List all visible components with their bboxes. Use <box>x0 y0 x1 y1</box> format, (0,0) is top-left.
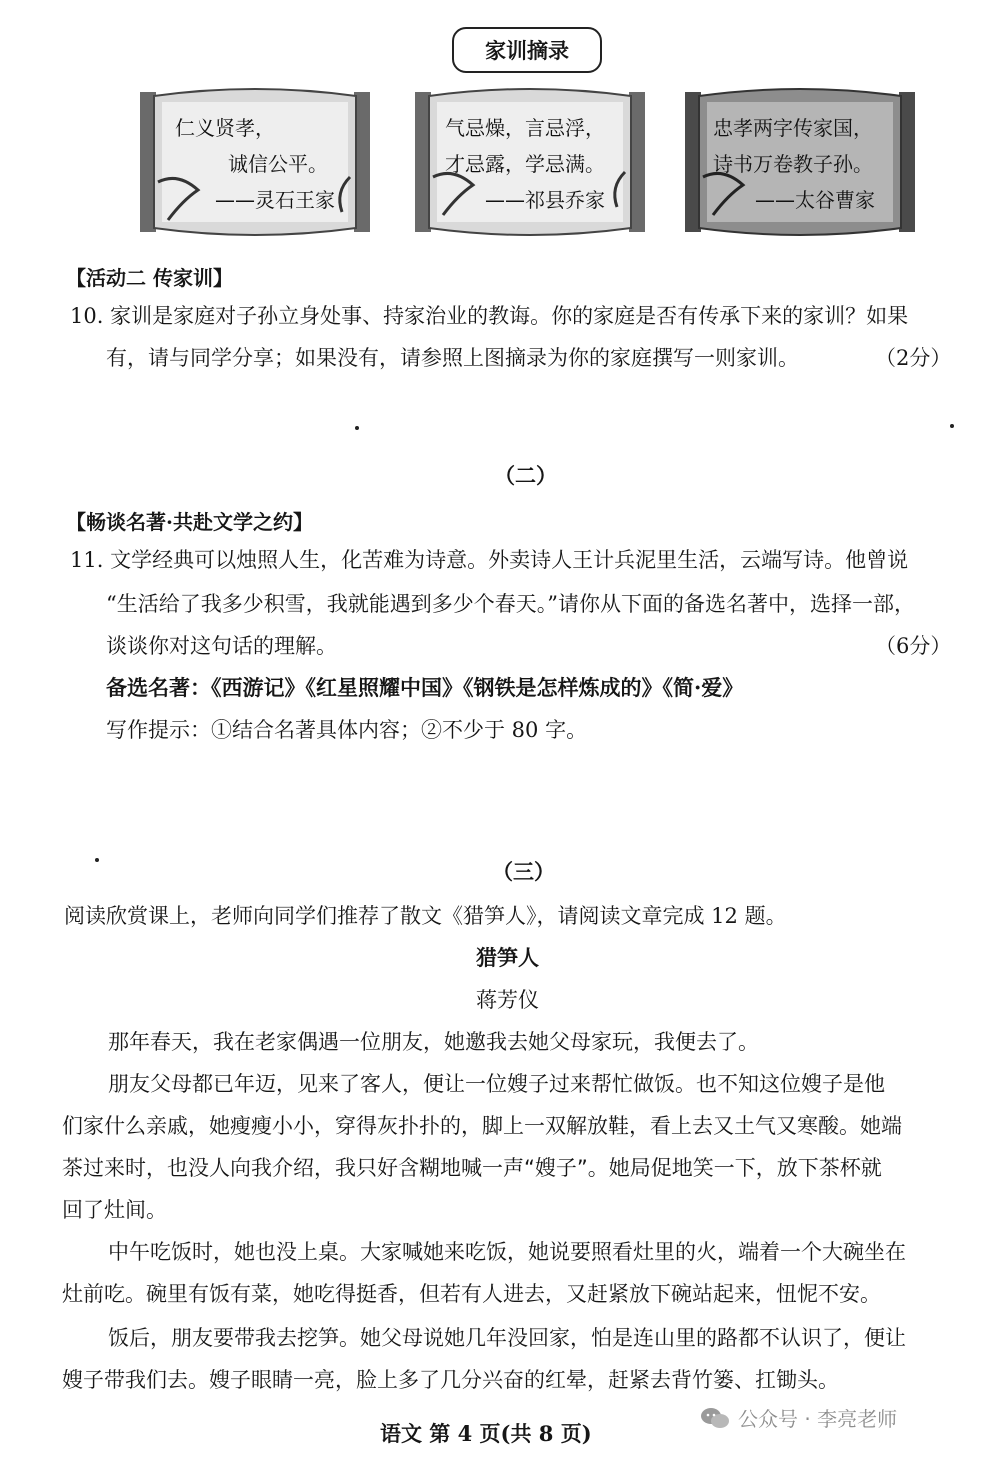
q11-line-2: “生活给了我多少积雪，我就能遇到多少个春天。”请你从下面的备选名著中，选择一部， <box>106 592 915 616</box>
article-paragraph-2-cont: 回了灶间。 <box>62 1198 167 1222</box>
family-rules-title: 家训摘录 <box>452 27 602 73</box>
article-paragraph-4: 饭后，朋友要带我去挖笋。她父母说她几年没回家，怕是连山里的路都不认识了，便让 <box>108 1326 906 1350</box>
family-rule-scroll-3 <box>685 82 915 242</box>
scroll-attribution: ——太谷曹家 <box>755 188 875 212</box>
scroll-line: 仁义贤孝， <box>175 116 275 140</box>
article-author: 蒋芳仪 <box>476 988 539 1012</box>
scroll-attribution: ——祁县乔家 <box>485 188 605 212</box>
scroll-attribution: ——灵石王家 <box>215 188 335 212</box>
stray-mark <box>355 426 359 430</box>
candidate-books: 备选名著：《西游记》《红星照耀中国》《钢铁是怎样炼成的》《简·爱》 <box>106 675 744 700</box>
article-title: 猎笋人 <box>476 945 539 970</box>
q10-score: （2分） <box>875 346 952 370</box>
stray-mark <box>950 424 954 428</box>
section2-number: （二） <box>494 463 557 488</box>
section2-heading: 【畅谈名著·共赴文学之约】 <box>66 510 313 534</box>
article-paragraph-2: 朋友父母都已年迈，见来了客人，便让一位嫂子过来帮忙做饭。也不知这位嫂子是他 <box>108 1072 885 1096</box>
article-paragraph-4-cont: 嫂子带我们去。嫂子眼睛一亮，脸上多了几分兴奋的红晕，赶紧去背竹篓、扛锄头。 <box>62 1368 839 1392</box>
scroll-line: 才忌露，学忌满。 <box>445 152 605 176</box>
activity2-heading: 【活动二 传家训】 <box>66 266 233 290</box>
wechat-icon <box>700 1406 730 1430</box>
scroll-line: 忠孝两字传家国， <box>713 116 873 140</box>
q11-line-1: 11. 文学经典可以烛照人生，化苦难为诗意。外卖诗人王计兵泥里生活，云端写诗。他曾说 <box>70 548 909 572</box>
q11-score: （6分） <box>875 634 952 658</box>
section3-intro: 阅读欣赏课上，老师向同学们推荐了散文《猎笋人》，请阅读文章完成 12 题。 <box>64 904 787 928</box>
q10-line-2: 有，请与同学分享；如果没有，请参照上图摘录为你的家庭撰写一则家训。 <box>106 346 799 370</box>
scroll-line: 气忌燥，言忌浮， <box>445 116 605 140</box>
article-paragraph-2-cont: 茶过来时，也没人向我介绍，我只好含糊地喊一声“嫂子”。她局促地笑一下，放下茶杯就 <box>62 1156 882 1180</box>
watermark-text: 公众号 · 李亮老师 <box>738 1407 898 1431</box>
watermark <box>700 1403 897 1432</box>
family-rule-scroll-1 <box>140 82 370 242</box>
article-paragraph-3-cont: 灶前吃。碗里有饭有菜，她吃得挺香，但若有人进去，又赶紧放下碗站起来，忸怩不安。 <box>62 1282 881 1306</box>
stray-mark <box>95 858 99 862</box>
article-paragraph-1: 那年春天，我在老家偶遇一位朋友，她邀我去她父母家玩，我便去了。 <box>108 1030 759 1054</box>
scroll-line: 诗书万卷教子孙。 <box>713 152 873 176</box>
scroll-line: 诚信公平。 <box>228 152 328 176</box>
article-paragraph-2-cont: 们家什么亲戚，她瘦瘦小小，穿得灰扑扑的，脚上一双解放鞋，看上去又土气又寒酸。她端 <box>62 1114 902 1138</box>
q10-line-1: 10. 家训是家庭对子孙立身处事、持家治业的教诲。你的家庭是否有传承下来的家训？如果 <box>70 304 909 328</box>
article-paragraph-3: 中午吃饭时，她也没上桌。大家喊她来吃饭，她说要照看灶里的火，端着一个大碗坐在 <box>108 1240 906 1264</box>
section3-number: （三） <box>492 859 555 884</box>
page-footer: 语文 第 4 页(共 8 页) <box>380 1421 592 1446</box>
family-rule-scroll-2 <box>415 82 645 242</box>
writing-tips: 写作提示：①结合名著具体内容；②不少于 80 字。 <box>106 718 588 742</box>
q11-line-3: 谈谈你对这句话的理解。 <box>106 634 337 658</box>
